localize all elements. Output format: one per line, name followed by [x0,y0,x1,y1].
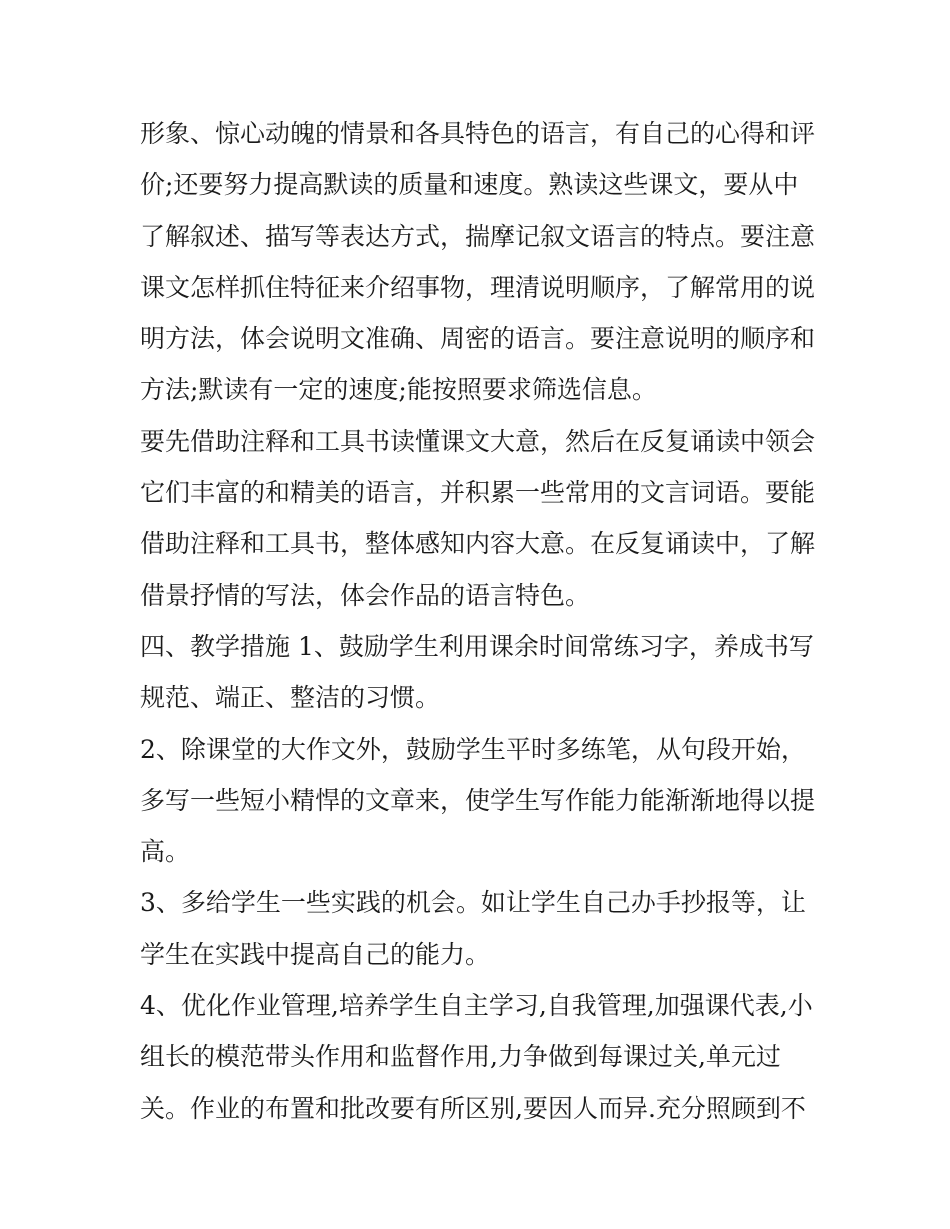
text-line: 价;还要努力提高默读的质量和速度。熟读这些课文，要从中 [140,170,799,200]
text-line: 明方法，体会说明文准确、周密的语言。要注意说明的顺序和 [140,324,816,354]
text-line: 规范、端正、整洁的习惯。 [140,683,441,713]
body-text [140,108,820,1134]
text-line: 组长的模范带头作用和监督作用,力争做到每课过关,单元过 [140,1042,781,1072]
text-line: 它们丰富的和精美的语言，并积累一些常用的文言词语。要能 [140,478,816,508]
text-line: 学生在实践中提高自己的能力。 [140,939,491,969]
text-line: 要先借助注释和工具书读懂课文大意，然后在反复诵读中领会 [140,426,816,456]
text-line: 四、教学措施 1、鼓励学生利用课余时间常练习字，养成书写 [140,631,814,661]
text-line: 高。 [140,837,191,867]
text-line: 了解叙述、描写等表达方式，揣摩记叙文语言的特点。要注意 [140,221,816,251]
text-line: 形象、惊心动魄的情景和各具特色的语言，有自己的心得和评 [140,119,816,148]
text-line: 借助注释和工具书，整体感知内容大意。在反复诵读中，了解 [140,529,816,559]
text-line: 方法;默读有一定的速度;能按照要求筛选信息。 [140,375,657,405]
text-line: 多写一些短小精悍的文章来，使学生写作能力能渐渐地得以提 [140,785,816,815]
text-line: 关。作业的布置和批改要有所区别,要因人而异.充分照顾到不 [140,1093,806,1123]
text-line: 4、优化作业管理,培养学生自主学习,自我管理,加强课代表,小 [140,991,813,1021]
text-line: 借景抒情的写法，体会作品的语言特色。 [140,580,591,610]
text-line: 3、多给学生一些实践的机会。如让学生自己办手抄报等，让 [140,888,806,918]
text-line: 课文怎样抓住特征来介绍事物，理清说明顺序，了解常用的说 [140,272,816,302]
text-line: 2、除课堂的大作文外，鼓励学生平时多练笔，从句段开始， [140,734,806,764]
